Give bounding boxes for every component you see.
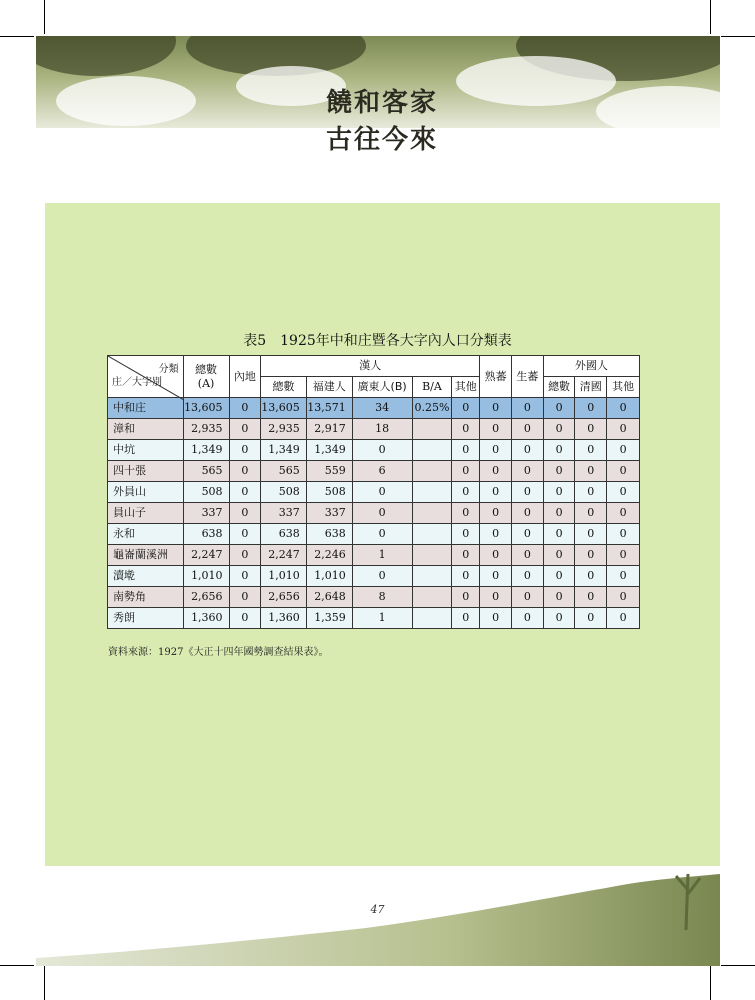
cell-total: 508: [183, 482, 229, 503]
cell-han-other: 0: [452, 440, 480, 461]
cell-han-total: 1,010: [261, 566, 307, 587]
crop-mark: [710, 966, 711, 1000]
corner-bottom-label: 庄／大字別: [112, 377, 162, 388]
cell-total: 2,247: [183, 545, 229, 566]
header-group-han: 漢人: [261, 356, 480, 377]
cell-shengfan: 0: [511, 419, 543, 440]
cell-qing: 0: [575, 482, 607, 503]
cell-guangdong: 8: [352, 587, 412, 608]
cell-foreign-total: 0: [543, 482, 575, 503]
header-ba: B/A: [412, 377, 452, 398]
cell-naichi: 0: [229, 524, 261, 545]
cell-han-other: 0: [452, 545, 480, 566]
corner-top-label: 分類: [158, 364, 179, 375]
cell-name: 秀朗: [108, 608, 184, 629]
cell-han-other: 0: [452, 482, 480, 503]
header-fujian: 福建人: [306, 377, 352, 398]
cell-naichi: 0: [229, 482, 261, 503]
cell-foreign-total: 0: [543, 503, 575, 524]
cell-ba: [412, 608, 452, 629]
cell-foreign-other: 0: [607, 461, 640, 482]
cell-han-total: 2,935: [261, 419, 307, 440]
cell-shufan: 0: [480, 461, 512, 482]
cell-name: 中和庄: [108, 398, 184, 419]
cell-qing: 0: [575, 545, 607, 566]
header-han-other: 其他: [452, 377, 480, 398]
cell-guangdong: 34: [352, 398, 412, 419]
cell-ba: [412, 566, 452, 587]
cell-shengfan: 0: [511, 524, 543, 545]
cell-fujian: 559: [306, 461, 352, 482]
cell-shufan: 0: [480, 566, 512, 587]
cell-guangdong: 0: [352, 482, 412, 503]
cell-foreign-other: 0: [607, 503, 640, 524]
table-row: [108, 461, 640, 482]
cell-name: 中坑: [108, 440, 184, 461]
cell-naichi: 0: [229, 440, 261, 461]
cell-name: 四十張: [108, 461, 184, 482]
header-foreign-total: 總數: [543, 377, 575, 398]
cell-shengfan: 0: [511, 545, 543, 566]
crop-mark: [710, 0, 711, 34]
header-total-label: 總數: [195, 362, 218, 376]
logo-text: 饒和客家古往今來: [326, 88, 439, 155]
cell-foreign-total: 0: [543, 545, 575, 566]
cell-shengfan: 0: [511, 608, 543, 629]
cell-han-other: 0: [452, 503, 480, 524]
cell-ba: [412, 482, 452, 503]
cell-guangdong: 0: [352, 566, 412, 587]
cell-han-other: 0: [452, 608, 480, 629]
header-shengfan: 生蕃: [511, 356, 543, 398]
header-naichi: 內地: [229, 356, 261, 398]
cell-foreign-total: 0: [543, 524, 575, 545]
header-total-sub: (A): [197, 376, 215, 390]
table-title: 表5 1925年中和庄暨各大字內人口分類表: [243, 333, 512, 349]
cell-name: 南勢角: [108, 587, 184, 608]
cell-naichi: 0: [229, 566, 261, 587]
cell-foreign-other: 0: [607, 524, 640, 545]
cell-qing: 0: [575, 503, 607, 524]
cell-total: 337: [183, 503, 229, 524]
cell-shufan: 0: [480, 545, 512, 566]
crop-mark: [721, 965, 755, 966]
table-row: [108, 482, 640, 503]
cell-total: 565: [183, 461, 229, 482]
table-row: [108, 608, 640, 629]
cell-shengfan: 0: [511, 482, 543, 503]
cell-foreign-total: 0: [543, 587, 575, 608]
cell-name: 員山子: [108, 503, 184, 524]
header-foreign-other: 其他: [607, 377, 640, 398]
cell-total: 1,010: [183, 566, 229, 587]
cell-ba: [412, 503, 452, 524]
cell-qing: 0: [575, 461, 607, 482]
table-row: [108, 524, 640, 545]
cell-total: 1,360: [183, 608, 229, 629]
cell-han-total: 337: [261, 503, 307, 524]
cell-shengfan: 0: [511, 461, 543, 482]
cell-han-total: 638: [261, 524, 307, 545]
cell-total: 13,605: [183, 398, 229, 419]
cell-total: 2,656: [183, 587, 229, 608]
crop-mark: [0, 965, 34, 966]
cell-qing: 0: [575, 419, 607, 440]
book-logo: [318, 78, 458, 155]
cell-foreign-total: 0: [543, 461, 575, 482]
cell-guangdong: 18: [352, 419, 412, 440]
header-han-total: 總數: [261, 377, 307, 398]
cell-fujian: 1,010: [306, 566, 352, 587]
cell-naichi: 0: [229, 461, 261, 482]
cell-foreign-other: 0: [607, 440, 640, 461]
cell-ba: 0.25%: [412, 398, 452, 419]
cell-foreign-total: 0: [543, 398, 575, 419]
cell-han-total: 1,349: [261, 440, 307, 461]
header-qing: 清國: [575, 377, 607, 398]
cell-ba: [412, 440, 452, 461]
cell-foreign-other: 0: [607, 608, 640, 629]
cell-shengfan: 0: [511, 587, 543, 608]
cell-guangdong: 6: [352, 461, 412, 482]
source-note: 資料來源：1927《大正十四年國勢調查結果表》。: [108, 647, 329, 658]
cell-fujian: 337: [306, 503, 352, 524]
cell-fujian: 638: [306, 524, 352, 545]
cell-qing: 0: [575, 566, 607, 587]
cell-shengfan: 0: [511, 440, 543, 461]
page-number: 47: [370, 903, 385, 916]
cell-fujian: 2,246: [306, 545, 352, 566]
crop-mark: [0, 36, 34, 37]
cell-han-total: 508: [261, 482, 307, 503]
cell-name: 永和: [108, 524, 184, 545]
crop-mark: [44, 0, 45, 34]
cell-qing: 0: [575, 587, 607, 608]
cell-naichi: 0: [229, 587, 261, 608]
cell-fujian: 2,648: [306, 587, 352, 608]
cell-guangdong: 0: [352, 440, 412, 461]
header-guangdong: 廣東人(B): [352, 377, 412, 398]
crop-mark: [721, 36, 755, 37]
table-row: [108, 419, 640, 440]
cell-naichi: 0: [229, 545, 261, 566]
header-shufan: 熟蕃: [480, 356, 512, 398]
table-row: [108, 545, 640, 566]
cell-guangdong: 1: [352, 608, 412, 629]
cell-total: 1,349: [183, 440, 229, 461]
population-table: [107, 355, 640, 629]
cell-naichi: 0: [229, 419, 261, 440]
table-row: [108, 398, 640, 419]
cell-naichi: 0: [229, 398, 261, 419]
cell-name: 瀆墘: [108, 566, 184, 587]
cell-shufan: 0: [480, 419, 512, 440]
cell-shengfan: 0: [511, 503, 543, 524]
table-row: [108, 587, 640, 608]
cell-guangdong: 1: [352, 545, 412, 566]
cell-foreign-other: 0: [607, 587, 640, 608]
table-row: [108, 566, 640, 587]
cell-shufan: 0: [480, 398, 512, 419]
cell-shufan: 0: [480, 608, 512, 629]
table-row: [108, 503, 640, 524]
cell-han-total: 2,247: [261, 545, 307, 566]
cell-foreign-total: 0: [543, 419, 575, 440]
cell-ba: [412, 524, 452, 545]
cell-fujian: 2,917: [306, 419, 352, 440]
cell-ba: [412, 545, 452, 566]
cell-han-other: 0: [452, 587, 480, 608]
cell-han-other: 0: [452, 419, 480, 440]
cell-han-total: 2,656: [261, 587, 307, 608]
cell-qing: 0: [575, 608, 607, 629]
header-total: [183, 356, 229, 398]
table-body: [108, 398, 640, 629]
cell-foreign-other: 0: [607, 482, 640, 503]
cell-foreign-other: 0: [607, 419, 640, 440]
cell-ba: [412, 419, 452, 440]
cell-foreign-other: 0: [607, 398, 640, 419]
cell-name: 龜崙蘭溪洲: [108, 545, 184, 566]
footer-grass-image: [36, 870, 720, 966]
cell-qing: 0: [575, 440, 607, 461]
cell-ba: [412, 587, 452, 608]
cell-fujian: 1,349: [306, 440, 352, 461]
cell-total: 638: [183, 524, 229, 545]
cell-shufan: 0: [480, 587, 512, 608]
cell-name: 漳和: [108, 419, 184, 440]
cell-han-total: 565: [261, 461, 307, 482]
cell-guangdong: 0: [352, 524, 412, 545]
cell-han-other: 0: [452, 461, 480, 482]
cell-han-total: 13,605: [261, 398, 307, 419]
grass-silhouette: [36, 870, 720, 966]
cell-fujian: 13,571: [306, 398, 352, 419]
cell-shufan: 0: [480, 440, 512, 461]
corner-header: [108, 356, 184, 398]
cell-han-other: 0: [452, 398, 480, 419]
cell-han-other: 0: [452, 566, 480, 587]
cell-shengfan: 0: [511, 398, 543, 419]
cell-foreign-other: 0: [607, 545, 640, 566]
cell-naichi: 0: [229, 503, 261, 524]
cell-name: 外員山: [108, 482, 184, 503]
table-row: [108, 440, 640, 461]
cell-shufan: 0: [480, 482, 512, 503]
cell-shufan: 0: [480, 524, 512, 545]
cell-shengfan: 0: [511, 566, 543, 587]
crop-mark: [44, 966, 45, 1000]
cell-naichi: 0: [229, 608, 261, 629]
cell-guangdong: 0: [352, 503, 412, 524]
cell-han-other: 0: [452, 524, 480, 545]
cell-qing: 0: [575, 524, 607, 545]
cell-foreign-total: 0: [543, 608, 575, 629]
cell-shufan: 0: [480, 503, 512, 524]
cell-qing: 0: [575, 398, 607, 419]
cell-fujian: 508: [306, 482, 352, 503]
cell-foreign-total: 0: [543, 440, 575, 461]
cell-ba: [412, 461, 452, 482]
cell-han-total: 1,360: [261, 608, 307, 629]
cell-total: 2,935: [183, 419, 229, 440]
cell-foreign-total: 0: [543, 566, 575, 587]
cell-fujian: 1,359: [306, 608, 352, 629]
cell-foreign-other: 0: [607, 566, 640, 587]
header-group-foreign: 外國人: [543, 356, 639, 377]
